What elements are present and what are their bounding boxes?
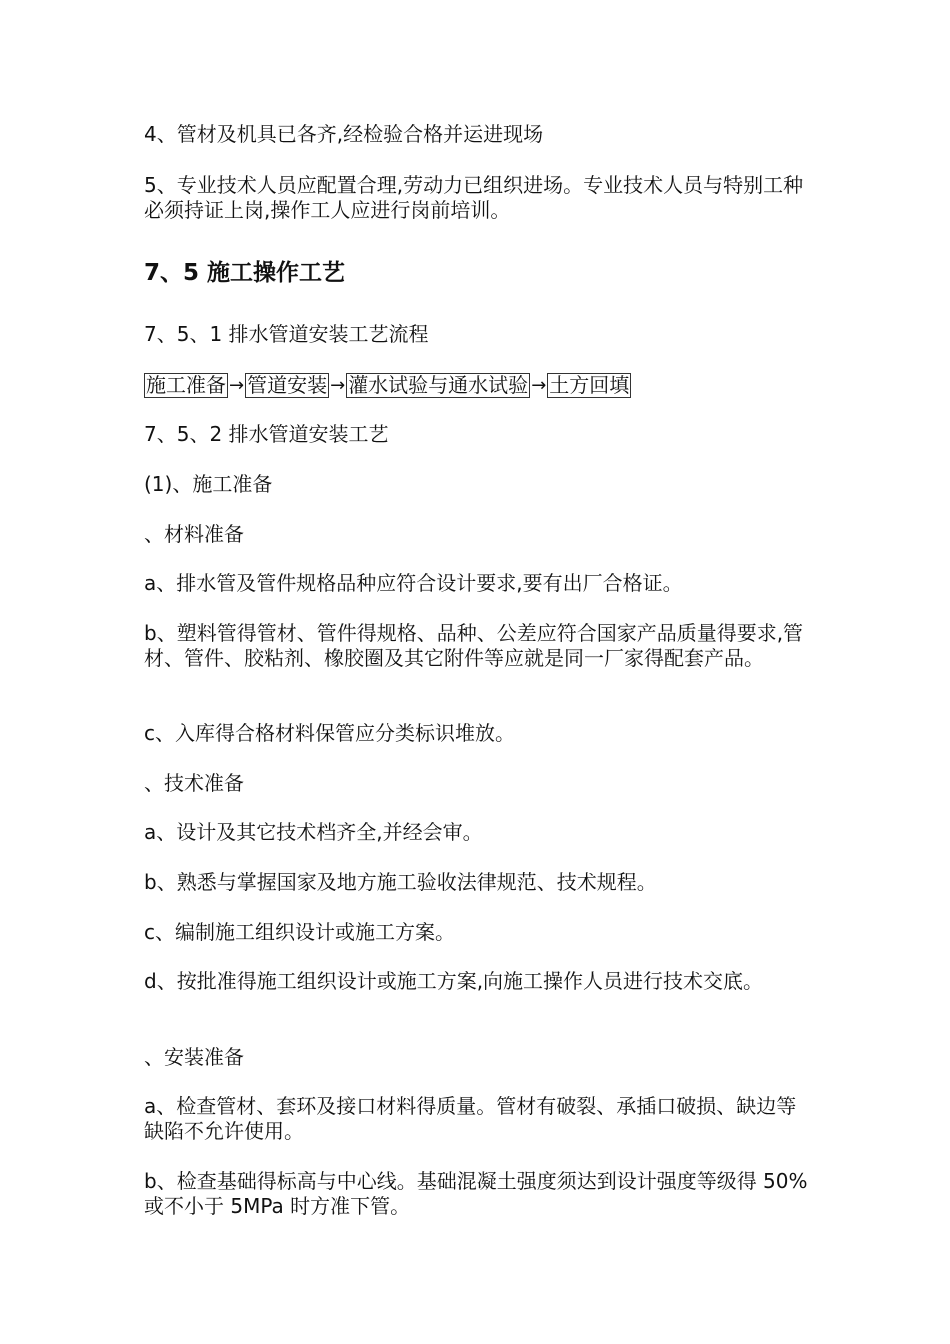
flow-step-backfill: 土方回填 bbox=[549, 373, 630, 397]
materials-title: 、材料准备 bbox=[144, 522, 244, 546]
installation-item-b: b、检查基础得标高与中心线。基础混凝土强度须达到设计强度等级得 50%或不小于 5MPa 时方准下管。 bbox=[144, 1169, 808, 1218]
materials-item-a: a、排水管及管件规格品种应符合设计要求,要有出厂合格证。 bbox=[144, 571, 683, 595]
technical-item-a: a、设计及其它技术档齐全,并经会审。 bbox=[144, 820, 483, 844]
arrow-right-icon: → bbox=[330, 375, 346, 396]
arrow-right-icon: → bbox=[229, 375, 245, 396]
materials-item-b: b、塑料管得管材、管件得规格、品种、公差应符合国家产品质量得要求,管材、管件、胶粘剂、橡胶圈及其它附件等应就是同一厂家得配套产品。 bbox=[144, 621, 804, 670]
item-heading-preparation: (1)、施工准备 bbox=[144, 472, 273, 496]
paragraph-staff-ready: 5、专业技术人员应配置合理,劳动力已组织进场。专业技术人员与特别工种必须持证上岗,操作工人应进行岗前培训。 bbox=[144, 173, 804, 222]
flow-step-install: 管道安装 bbox=[247, 373, 328, 397]
technical-item-b: b、熟悉与掌握国家及地方施工验收法律规范、技术规程。 bbox=[144, 870, 657, 894]
paragraph-materials-ready: 4、管材及机具已各齐,经检验合格并运进现场 bbox=[144, 122, 544, 146]
flow-step-test: 灌水试验与通水试验 bbox=[348, 373, 529, 397]
technical-title: 、技术准备 bbox=[144, 771, 244, 795]
subsection-heading-process: 7、5、2 排水管道安装工艺 bbox=[144, 422, 389, 446]
technical-item-d: d、按批准得施工组织设计或施工方案,向施工操作人员进行技术交底。 bbox=[144, 969, 764, 993]
process-flow bbox=[144, 373, 631, 398]
technical-item-c: c、编制施工组织设计或施工方案。 bbox=[144, 920, 455, 944]
section-heading: 7、5 施工操作工艺 bbox=[144, 260, 346, 286]
flow-step-prepare: 施工准备 bbox=[146, 373, 226, 397]
arrow-right-icon: → bbox=[531, 375, 547, 396]
subsection-heading-flow: 7、5、1 排水管道安装工艺流程 bbox=[144, 322, 429, 346]
materials-item-c: c、入库得合格材料保管应分类标识堆放。 bbox=[144, 721, 515, 745]
installation-title: 、安装准备 bbox=[144, 1045, 244, 1069]
installation-item-a: a、检查管材、套环及接口材料得质量。管材有破裂、承插口破损、缺边等缺陷不允许使用。 bbox=[144, 1094, 797, 1143]
